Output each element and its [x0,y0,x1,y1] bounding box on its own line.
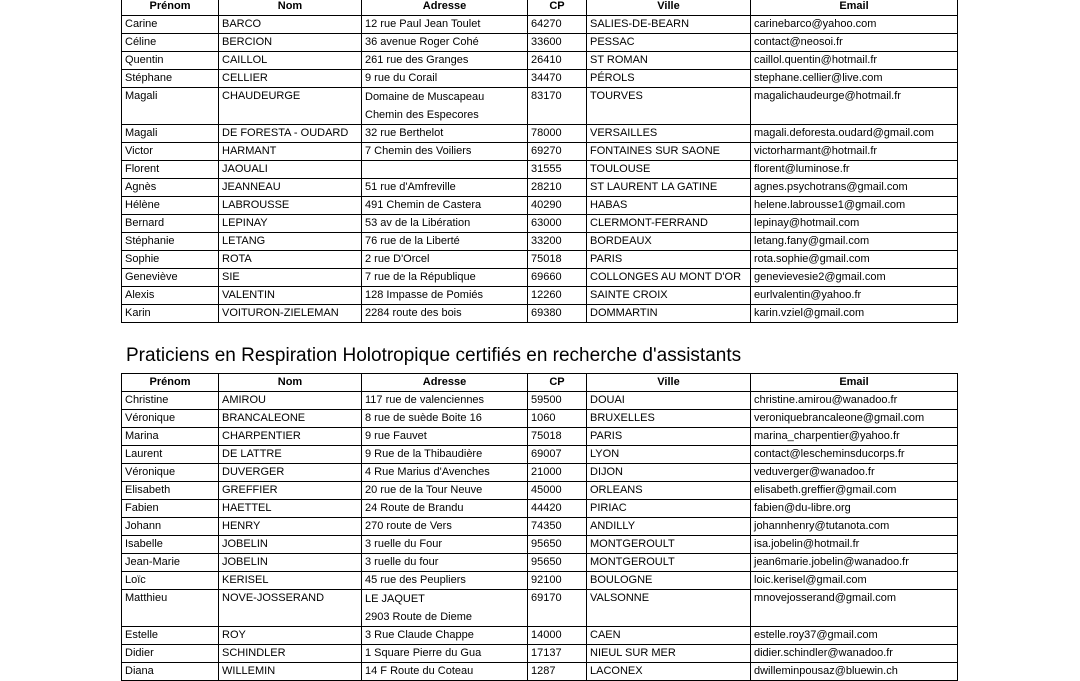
address-line-1: Domaine de Muscapeau [365,91,485,103]
cell-prenom: Marina [122,428,219,446]
cell-cp: 75018 [528,251,587,269]
cell-nom: KERISEL [219,572,362,590]
cell-prenom: Agnès [122,179,219,197]
cell-ville: CLERMONT-FERRAND [587,215,751,233]
cell-nom: HENRY [219,518,362,536]
cell-email: magalichaudeurge@hotmail.fr [751,88,958,125]
cell-ville: BOULOGNE [587,572,751,590]
cell-prenom: Stéphanie [122,233,219,251]
cell-email: estelle.roy37@gmail.com [751,627,958,645]
cell-ville: PÉROLS [587,70,751,88]
cell-nom: LETANG [219,233,362,251]
table-row [122,446,958,464]
cell-email: contact@lescheminsducorps.fr [751,446,958,464]
cell-cp: 69660 [528,269,587,287]
table-row [122,663,958,681]
cell-adresse: 51 rue d'Amfreville [362,179,528,197]
cell-cp: 64270 [528,16,587,34]
practitioners-table [121,373,958,681]
cell-prenom: Isabelle [122,536,219,554]
cell-ville: VALSONNE [587,590,751,627]
column-header-nom: Nom [219,374,362,392]
table-row [122,590,958,627]
cell-email: florent@luminose.fr [751,161,958,179]
cell-ville: FONTAINES SUR SAONE [587,143,751,161]
cell-adresse: 20 rue de la Tour Neuve [362,482,528,500]
column-header-prenom: Prénom [122,374,219,392]
cell-email: marina_charpentier@yahoo.fr [751,428,958,446]
cell-ville: TOULOUSE [587,161,751,179]
cell-adresse: 36 avenue Roger Cohé [362,34,528,52]
column-header-adresse: Adresse [362,0,528,16]
section-title: Praticiens en Respiration Holotropique certifiés en recherche d'assistants [126,345,742,366]
cell-ville: SAINTE CROIX [587,287,751,305]
cell-prenom: Laurent [122,446,219,464]
cell-nom: BARCO [219,16,362,34]
cell-nom: JOBELIN [219,554,362,572]
cell-cp: 34470 [528,70,587,88]
cell-adresse: 7 Chemin des Voiliers [362,143,528,161]
cell-email: elisabeth.greffier@gmail.com [751,482,958,500]
cell-email: letang.fany@gmail.com [751,233,958,251]
cell-prenom: Véronique [122,410,219,428]
cell-prenom: Magali [122,88,219,125]
column-header-cp: CP [528,374,587,392]
cell-email: contact@neosoi.fr [751,34,958,52]
cell-prenom: Fabien [122,500,219,518]
cell-prenom: Diana [122,663,219,681]
cell-cp: 69170 [528,590,587,627]
table-row [122,143,958,161]
cell-nom: BRANCALEONE [219,410,362,428]
cell-nom: ROY [219,627,362,645]
cell-email: loic.kerisel@gmail.com [751,572,958,590]
cell-ville: SALIES-DE-BEARN [587,16,751,34]
practitioners-table-body [122,392,958,681]
cell-email: karin.vziel@gmail.com [751,305,958,323]
cell-adresse: 24 Route de Brandu [362,500,528,518]
cell-nom: NOVE-JOSSERAND [219,590,362,627]
column-header-nom: Nom [219,0,362,16]
cell-prenom: Hélène [122,197,219,215]
cell-nom: ROTA [219,251,362,269]
cell-ville: ORLEANS [587,482,751,500]
cell-nom: DE LATTRE [219,446,362,464]
cell-cp: 69270 [528,143,587,161]
cell-adresse: 3 Rue Claude Chappe [362,627,528,645]
cell-ville: DOUAI [587,392,751,410]
cell-email: carinebarco@yahoo.com [751,16,958,34]
cell-email: rota.sophie@gmail.com [751,251,958,269]
cell-email: magali.deforesta.oudard@gmail.com [751,125,958,143]
cell-cp: 40290 [528,197,587,215]
cell-ville: LYON [587,446,751,464]
cell-prenom: Carine [122,16,219,34]
cell-ville: BRUXELLES [587,410,751,428]
table-row [122,215,958,233]
cell-prenom: Florent [122,161,219,179]
column-header-cp: CP [528,0,587,16]
cell-prenom: Estelle [122,627,219,645]
cell-cp: 75018 [528,428,587,446]
table-row [122,464,958,482]
cell-nom: VALENTIN [219,287,362,305]
cell-adresse: 270 route de Vers [362,518,528,536]
cell-cp: 78000 [528,125,587,143]
table-row [122,305,958,323]
cell-ville: PARIS [587,428,751,446]
cell-ville: CAEN [587,627,751,645]
cell-cp: 83170 [528,88,587,125]
members-table-body [122,16,958,323]
cell-nom: CHARPENTIER [219,428,362,446]
cell-nom: SIE [219,269,362,287]
cell-nom: DUVERGER [219,464,362,482]
cell-adresse: 2 rue D'Orcel [362,251,528,269]
cell-cp: 31555 [528,161,587,179]
cell-email: dwilleminpousaz@bluewin.ch [751,663,958,681]
cell-prenom: Magali [122,125,219,143]
cell-prenom: Jean-Marie [122,554,219,572]
cell-nom: JAOUALI [219,161,362,179]
cell-prenom: Didier [122,645,219,663]
cell-ville: ST ROMAN [587,52,751,70]
table-row [122,269,958,287]
cell-cp: 1287 [528,663,587,681]
cell-adresse: 7 rue de la République [362,269,528,287]
cell-nom: AMIROU [219,392,362,410]
cell-prenom: Geneviève [122,269,219,287]
cell-email: isa.jobelin@hotmail.fr [751,536,958,554]
table-header-row [122,374,958,392]
cell-ville: HABAS [587,197,751,215]
table-row [122,554,958,572]
table-row [122,518,958,536]
cell-cp: 63000 [528,215,587,233]
cell-adresse: 8 rue de suède Boite 16 [362,410,528,428]
table-row [122,197,958,215]
cell-cp: 26410 [528,52,587,70]
address-line-2: 2903 Route de Dieme [365,611,473,623]
cell-adresse: 14 F Route du Coteau [362,663,528,681]
cell-cp: 33200 [528,233,587,251]
cell-cp: 33600 [528,34,587,52]
cell-prenom: Stéphane [122,70,219,88]
cell-cp: 74350 [528,518,587,536]
cell-adresse: 128 Impasse de Pomiés [362,287,528,305]
table-row [122,410,958,428]
cell-prenom: Karin [122,305,219,323]
cell-cp: 69007 [528,446,587,464]
cell-prenom: Victor [122,143,219,161]
cell-email: caillol.quentin@hotmail.fr [751,52,958,70]
cell-email: helene.labrousse1@gmail.com [751,197,958,215]
cell-adresse: 53 av de la Libération [362,215,528,233]
table-row [122,536,958,554]
cell-email: lepinay@hotmail.com [751,215,958,233]
cell-adresse: 1 Square Pierre du Gua [362,645,528,663]
cell-adresse: 9 rue Fauvet [362,428,528,446]
cell-email: jean6marie.jobelin@wanadoo.fr [751,554,958,572]
address-line-1: LE JAQUET [365,593,425,605]
cell-ville: MONTGEROULT [587,554,751,572]
cell-adresse [362,161,528,179]
table-row [122,500,958,518]
table-row [122,233,958,251]
column-header-email: Email [751,0,958,16]
cell-adresse: 117 rue de valenciennes [362,392,528,410]
cell-prenom: Christine [122,392,219,410]
cell-email: victorharmant@hotmail.fr [751,143,958,161]
cell-cp: 45000 [528,482,587,500]
cell-nom: HARMANT [219,143,362,161]
cell-ville: DIJON [587,464,751,482]
column-header-ville: Ville [587,0,751,16]
cell-prenom: Bernard [122,215,219,233]
table-row [122,251,958,269]
cell-prenom: Alexis [122,287,219,305]
cell-nom: CELLIER [219,70,362,88]
cell-email: veduverger@wanadoo.fr [751,464,958,482]
cell-prenom: Matthieu [122,590,219,627]
table-row [122,482,958,500]
cell-nom: DE FORESTA - OUDARD [219,125,362,143]
cell-nom: SCHINDLER [219,645,362,663]
cell-adresse: 12 rue Paul Jean Toulet [362,16,528,34]
cell-email: mnovejosserand@gmail.com [751,590,958,627]
cell-nom: JEANNEAU [219,179,362,197]
table-row [122,572,958,590]
column-header-adresse: Adresse [362,374,528,392]
cell-prenom: Sophie [122,251,219,269]
cell-ville: ST LAURENT LA GATINE [587,179,751,197]
table-row [122,392,958,410]
cell-cp: 17137 [528,645,587,663]
cell-ville: DOMMARTIN [587,305,751,323]
cell-prenom: Véronique [122,464,219,482]
cell-nom: GREFFIER [219,482,362,500]
cell-email: fabien@du-libre.org [751,500,958,518]
cell-cp: 92100 [528,572,587,590]
cell-nom: LABROUSSE [219,197,362,215]
cell-adresse: 2284 route des bois [362,305,528,323]
address-line-2: Chemin des Especores [365,109,479,121]
table-row [122,287,958,305]
table-row [122,428,958,446]
cell-cp: 14000 [528,627,587,645]
cell-nom: HAETTEL [219,500,362,518]
cell-email: stephane.cellier@live.com [751,70,958,88]
table-row [122,70,958,88]
column-header-prenom: Prénom [122,0,219,16]
cell-prenom: Johann [122,518,219,536]
cell-ville: BORDEAUX [587,233,751,251]
cell-email: johannhenry@tutanota.com [751,518,958,536]
cell-ville: MONTGEROULT [587,536,751,554]
cell-ville: COLLONGES AU MONT D'OR [587,269,751,287]
table-row [122,34,958,52]
cell-adresse: 9 Rue de la Thibaudière [362,446,528,464]
cell-email: eurlvalentin@yahoo.fr [751,287,958,305]
table-row [122,88,958,125]
cell-nom: WILLEMIN [219,663,362,681]
table-row [122,627,958,645]
cell-ville: LACONEX [587,663,751,681]
cell-email: didier.schindler@wanadoo.fr [751,645,958,663]
cell-email: christine.amirou@wanadoo.fr [751,392,958,410]
table-row [122,161,958,179]
cell-cp: 69380 [528,305,587,323]
cell-cp: 95650 [528,554,587,572]
cell-nom: BERCION [219,34,362,52]
cell-nom: VOITURON-ZIELEMAN [219,305,362,323]
table-row [122,16,958,34]
table-row [122,125,958,143]
cell-adresse: 45 rue des Peupliers [362,572,528,590]
cell-ville: PESSAC [587,34,751,52]
table-row [122,52,958,70]
cell-ville: NIEUL SUR MER [587,645,751,663]
cell-cp: 59500 [528,392,587,410]
members-table [121,0,958,323]
cell-nom: CHAUDEURGE [219,88,362,125]
cell-ville: VERSAILLES [587,125,751,143]
cell-adresse: 261 rue des Granges [362,52,528,70]
cell-cp: 12260 [528,287,587,305]
cell-adresse [362,88,528,125]
cell-adresse: 9 rue du Corail [362,70,528,88]
table-header-row [122,0,958,16]
column-header-email: Email [751,374,958,392]
table-row [122,179,958,197]
cell-prenom: Céline [122,34,219,52]
cell-ville: ANDILLY [587,518,751,536]
cell-adresse: 491 Chemin de Castera [362,197,528,215]
cell-cp: 44420 [528,500,587,518]
cell-adresse [362,590,528,627]
cell-cp: 21000 [528,464,587,482]
column-header-ville: Ville [587,374,751,392]
cell-adresse: 76 rue de la Liberté [362,233,528,251]
cell-nom: LEPINAY [219,215,362,233]
cell-email: genevievesie2@gmail.com [751,269,958,287]
cell-ville: PARIS [587,251,751,269]
cell-cp: 1060 [528,410,587,428]
cell-adresse: 3 ruelle du Four [362,536,528,554]
cell-prenom: Elisabeth [122,482,219,500]
cell-adresse: 32 rue Berthelot [362,125,528,143]
cell-prenom: Quentin [122,52,219,70]
cell-cp: 28210 [528,179,587,197]
cell-cp: 95650 [528,536,587,554]
cell-email: veroniquebrancaleone@gmail.com [751,410,958,428]
cell-prenom: Loïc [122,572,219,590]
cell-ville: TOURVES [587,88,751,125]
table-row [122,645,958,663]
cell-adresse: 3 ruelle du four [362,554,528,572]
cell-adresse: 4 Rue Marius d'Avenches [362,464,528,482]
cell-nom: JOBELIN [219,536,362,554]
cell-email: agnes.psychotrans@gmail.com [751,179,958,197]
cell-ville: PIRIAC [587,500,751,518]
cell-nom: CAILLOL [219,52,362,70]
